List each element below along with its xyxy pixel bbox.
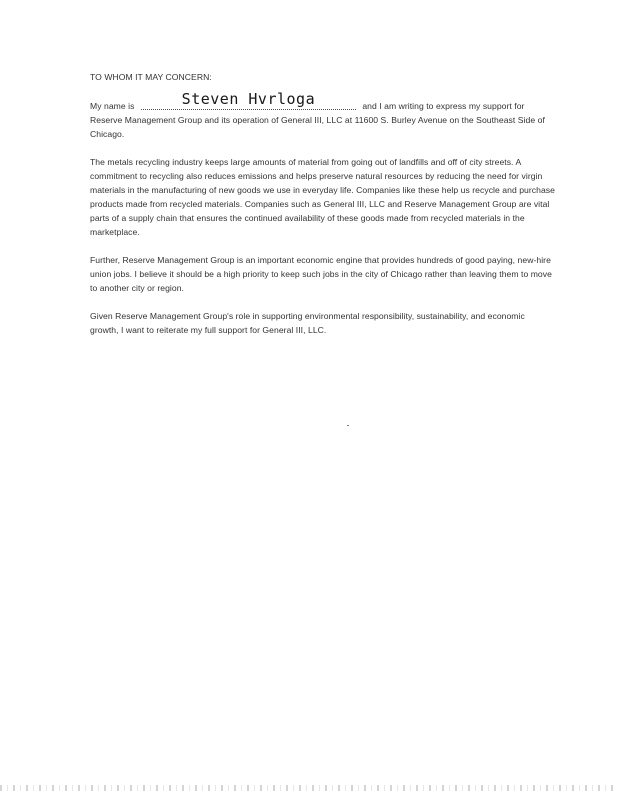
scan-edge-artifact (0, 785, 618, 791)
handwritten-name: Steven Hvrloga (181, 90, 316, 108)
closing-paragraph: Given Reserve Management Group's role in supporting environmental responsibility, sustainability, and economic growth, I want to reiterate my full support for General III, LLC. (90, 311, 525, 335)
jobs-paragraph: Further, Reserve Management Group is an important economic engine that provides hundreds of good paying, new-hire union jobs. I believe it should be a high priority to keep such jobs in the city of Chicago rather than leaving them to move to another city or region. (90, 255, 552, 293)
name-blank-line (141, 90, 356, 110)
salutation: TO WHOM IT MAY CONCERN: (90, 72, 212, 82)
support-letter (90, 70, 555, 351)
scan-speck (347, 425, 349, 426)
recycling-paragraph: The metals recycling industry keeps large amounts of material from going out of landfills and off of city streets. A commitment to recycling also reduces emissions and helps preserve natural resources by reducing the need for virgin materials in the manufacturing of new goods we use in everyday life. Companies like these help us recycle and purchase products made from recycled materials. Companies such as General III, LLC and Reserve Management Group are vital parts of a supply chain that ensures the continued availability of these goods made from recycled materials in the marketplace. (90, 157, 555, 237)
intro-paragraph (90, 90, 555, 141)
intro-rest: and I am writing to express my support for Reserve Management Group and its operation of General III, LLC at 11600 S. Burley Avenue on the Southeast Side of Chicago. (90, 101, 545, 139)
intro-prefix: My name is (90, 101, 135, 111)
